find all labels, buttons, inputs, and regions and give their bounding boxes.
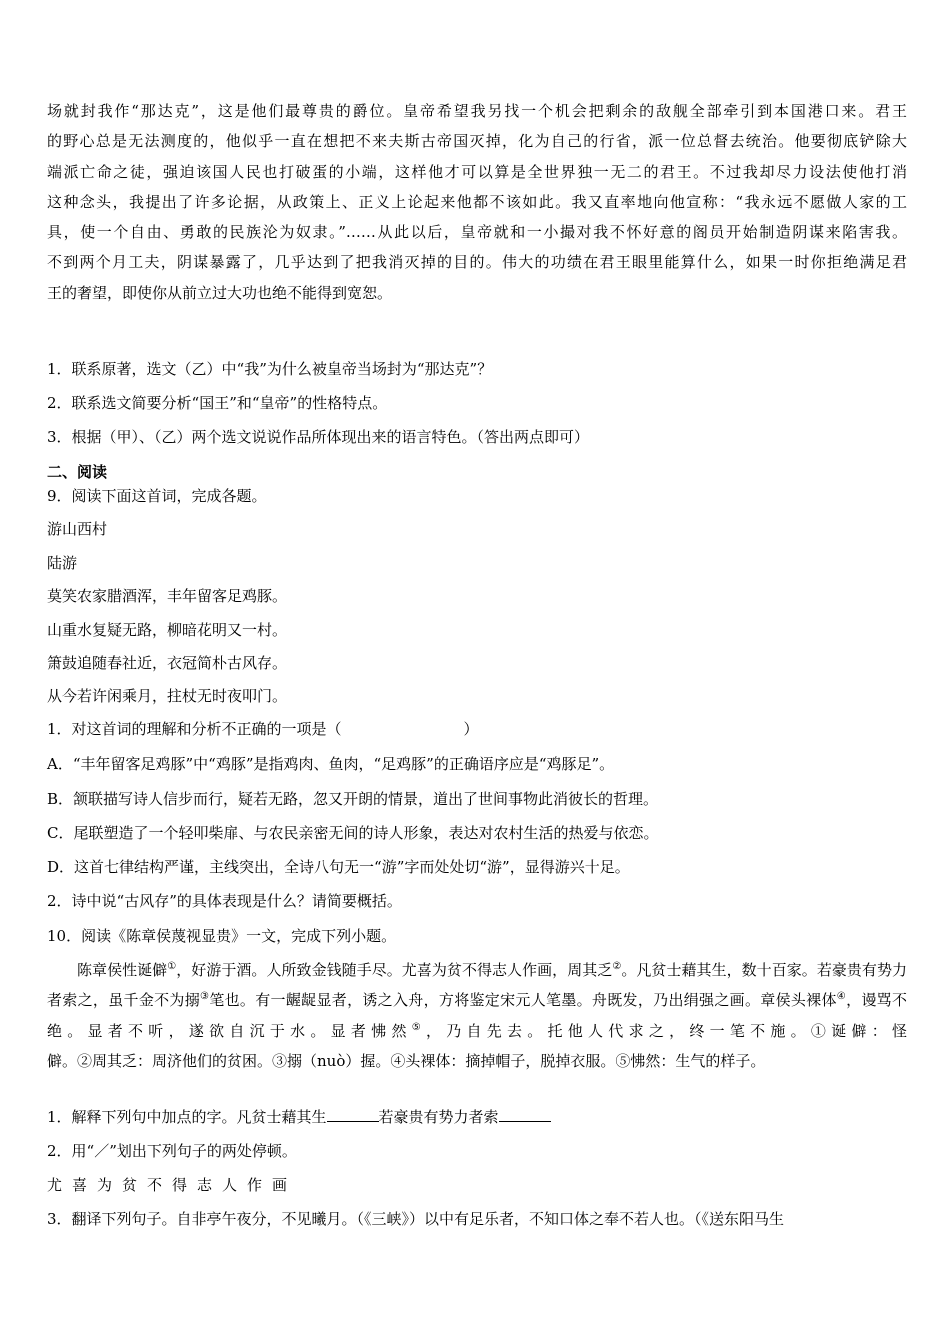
- passage-yi: [47, 96, 907, 308]
- answer-blank[interactable]: [499, 1107, 551, 1122]
- passage-line: 不到两个月工夫，阴谋暴露了，几乎达到了把我消灭掉的目的。伟大的功绩在君王眼里能算什么，如果一时你拒绝满足君: [47, 253, 907, 272]
- q8-sub3: 3．根据（甲）、（乙）两个选文说说作品所体现出来的语言特色。（答出两点即可）: [47, 428, 590, 446]
- passage-text: ，谩骂不绝。显者不听，遂欲自沉于水。显者怫然: [47, 991, 907, 1040]
- poem-author: 陆游: [47, 554, 78, 572]
- passage-line: 具，使一个自由、勇敢的民族沦为奴隶。”……从此以后，皇帝就和一小撮对我不怀好意的阁员开始制造阴谋来陷害我。: [47, 223, 907, 242]
- footnote-mark: ③: [200, 991, 210, 1003]
- poem-line: 从今若许闲乘月，拄杖无时夜叩门。: [47, 687, 288, 705]
- passage-text: ，乃自先去。托他人代求之，终一笔不施。①诞僻：怪: [425, 1021, 907, 1040]
- q10-sub2: 2．用“／”划出下列句子的两处停顿。: [47, 1142, 297, 1160]
- poem-line: 箫鼓追随春社近，衣冠简朴古风存。: [47, 654, 288, 672]
- q8-sub1: 1．联系原著，选文（乙）中“我”为什么被皇帝当场封为“那达克”？: [47, 360, 493, 378]
- footnote-mark: ②: [612, 961, 622, 972]
- section-heading: 二、阅读: [47, 463, 108, 481]
- q10-sub1-text: 1．解释下列句中加点的字。凡贫士藉其生: [47, 1108, 327, 1126]
- q10-intro: 10．阅读《陈章侯蔑视显贵》一文，完成下列小题。: [47, 927, 397, 945]
- q9-sub2: 2．诗中说“古风存”的具体表现是什么？请简要概括。: [47, 892, 402, 910]
- q9-sub1-close: ）: [463, 720, 479, 738]
- passage-line: 王的奢望，即使你从前立过大功也绝不能得到宽恕。: [47, 283, 393, 302]
- option-b: B．颔联描写诗人信步而行，疑若无路，忽又开朗的情景，道出了世间事物此消彼长的哲理。: [47, 790, 659, 808]
- passage-text: 笔也。有一龌龊显者，诱之入舟，方将鉴定宋元人笔墨。舟既发，乃出绢强之画。章侯头裸体: [209, 991, 837, 1010]
- poem-line: 山重水复疑无路，柳暗花明又一村。: [47, 621, 288, 639]
- q10-sub1-text: 若豪贵有势力者索: [378, 1108, 499, 1126]
- q9-sub1-text: 1．对这首词的理解和分析不正确的一项是（: [47, 720, 342, 738]
- passage-line: 的野心总是无法测度的，他似乎一直在想把不来夫斯古帝国灭掉，化为自己的行省，派一位总督去统治。他要彻底铲除大: [47, 132, 907, 151]
- poem-line: 莫笑农家腊酒浑，丰年留客足鸡豚。: [47, 587, 288, 605]
- passage-text: 陈章侯性诞僻: [77, 961, 168, 979]
- passage-text: ，好游于酒。人所致金钱随手尽。尤喜为贫不得志人作画，周其乏: [176, 961, 613, 979]
- passage-line: 端派亡命之徒，强迫该国人民也打破蛋的小端，这样他才可以算是全世界独一无二的君王。不过我却尽力设法使他打消: [47, 162, 907, 181]
- q8-sub2: 2．联系选文简要分析“国王”和“皇帝”的性格特点。: [47, 394, 388, 412]
- q10-sub2-sentence: 尤喜为贫不得志人作画: [47, 1176, 298, 1194]
- q10-sub3: 3．翻译下列句子。自非亭午夜分，不见曦月。（《三峡》）以中有足乐者，不知口体之奉不若人也。（《送东阳马生: [47, 1210, 785, 1228]
- option-d: D．这首七律结构严谨，主线突出，全诗八句无一“游”字而处处切“游”，显得游兴十足。: [47, 858, 630, 876]
- poem-title: 游山西村: [47, 520, 108, 538]
- passage-text: 。凡贫士藉其生，数十百家。若豪贵有势力者索之，虽千金不为搦: [47, 961, 908, 1010]
- footnote-mark: ①: [167, 961, 177, 972]
- q10-passage: [47, 955, 907, 1076]
- q9-sub1: [47, 719, 479, 739]
- passage-line: 场就封我作“那达克”，这是他们最尊贵的爵位。皇帝希望我另找一个机会把剩余的敌舰全部牵引到本国港口来。君王: [47, 102, 907, 120]
- answer-blank[interactable]: [327, 1107, 379, 1122]
- option-a: A．“丰年留客足鸡豚”中“鸡豚”是指鸡肉、鱼肉，“足鸡豚”的正确语序应是“鸡豚足”。: [47, 755, 615, 773]
- option-c: C．尾联塑造了一个轻叩柴扉、与农民亲密无间的诗人形象，表达对农村生活的热爱与依恋。: [47, 824, 659, 842]
- passage-line: 这种念头，我提出了许多论据，从政策上、正义上论起来他都不该如此。我又直率地向他宣称：“我永远不愿做人家的工: [47, 192, 907, 211]
- footnotes: 僻。②周其乏：周济他们的贫困。③搦（nuò）握。④头裸体：摘掉帽子，脱掉衣服。⑤怫然：生气的样子。: [47, 1051, 766, 1070]
- q9-intro: 9．阅读下面这首词，完成各题。: [47, 487, 267, 505]
- q10-sub1: [47, 1107, 551, 1127]
- footnote-mark: ⑤: [411, 1021, 426, 1033]
- footnote-mark: ④: [836, 991, 847, 1003]
